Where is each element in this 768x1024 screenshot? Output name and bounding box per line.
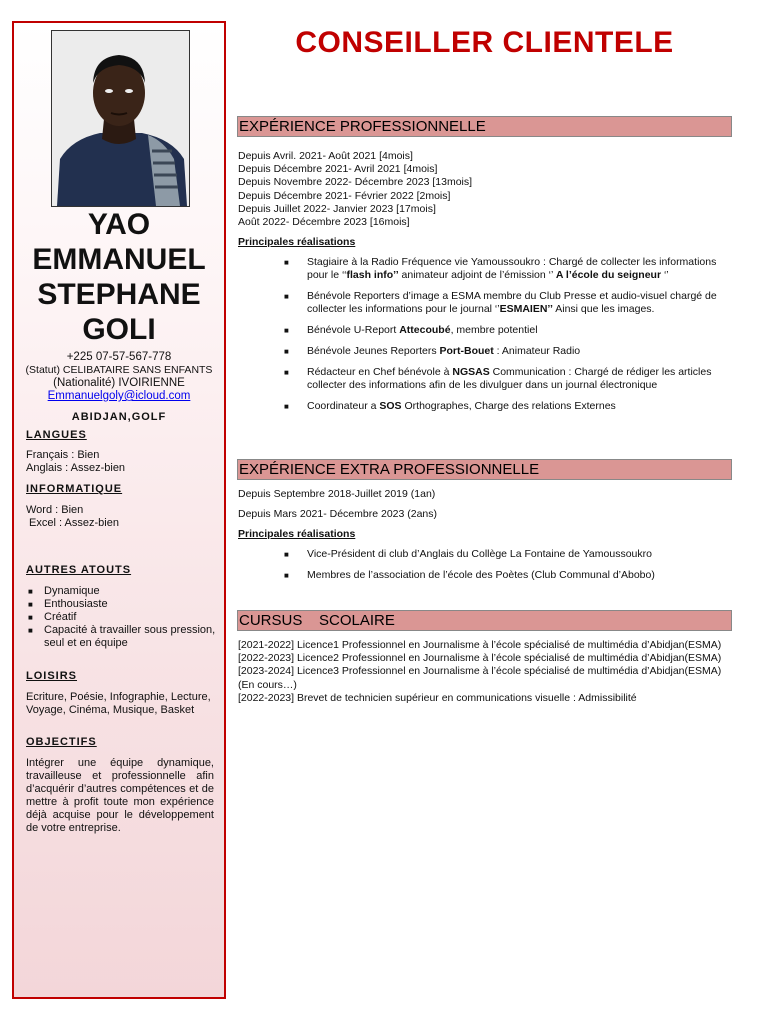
candidate-name (14, 207, 224, 347)
language-item: Anglais : Assez-bien (26, 462, 126, 474)
square-bullet-icon: ■ (284, 550, 289, 559)
cursus-line: [2022-2023] Brevet de technicien supérieur en communications visuelle : Admissibilité (238, 691, 637, 704)
square-bullet-icon: ■ (284, 571, 289, 580)
nationality: (Nationalité) IVOIRIENNE (53, 377, 185, 389)
atout-item: ■ Dynamique (28, 585, 100, 597)
realisations-heading: Principales réalisations (238, 236, 356, 248)
square-bullet-icon: ■ (28, 626, 33, 635)
square-bullet-icon: ■ (284, 258, 289, 267)
extra-period: Depuis Mars 2021- Décembre 2023 (2ans) (238, 508, 438, 520)
extra-period: Depuis Septembre 2018-Juillet 2019 (1an) (238, 488, 436, 500)
cursus-section-header: CURSUS SCOLAIRE (237, 610, 732, 631)
loisirs-heading: LOISIRS (26, 670, 78, 682)
language-item: Français : Bien (26, 449, 100, 461)
square-bullet-icon: ■ (284, 402, 289, 411)
period-line: Depuis Juillet 2022- Janvier 2023 [17mois] (238, 202, 436, 215)
atout-item: ■ Créatif (28, 611, 77, 623)
realisation-item: ■ Bénévole U-Report Attecoubé, membre potentiel (284, 324, 538, 336)
extra-section-header: EXPÉRIENCE EXTRA PROFESSIONNELLE (237, 459, 732, 480)
realisation-item: ■ Rédacteur en Chef bénévole à NGSAS Communication : Chargé de rédiger les articles collecter des informations afin de les divulguer dans un journal électronique (284, 366, 712, 391)
atout-item: ■ Capacité à travailler sous pression, seul et en équipe (28, 624, 216, 649)
cursus-line: (En cours…) (238, 678, 297, 691)
software-item: Word : Bien (26, 504, 84, 516)
objectifs-text: Intégrer une équipe dynamique, travailleuse et professionnelle afin d’acquérir d’autres compétences et de mettre à profit toute mon expérience déjà acquise pour le développement de votre entreprise. (26, 757, 214, 834)
square-bullet-icon: ■ (284, 326, 289, 335)
cursus-list (238, 639, 721, 705)
informatique-heading: INFORMATIQUE (26, 483, 123, 495)
name-line: STEPHANE (37, 278, 201, 311)
experience-realisations (284, 256, 724, 421)
informatique-list (26, 504, 214, 530)
experience-periods (238, 150, 472, 229)
atouts-list (26, 585, 216, 650)
period-line: Août 2022- Décembre 2023 [16mois] (238, 216, 410, 229)
realisation-item: ■ Stagiaire à la Radio Fréquence vie Yamoussoukro : Chargé de collecter les informations pour le ‘‘flash info’’ animateur adjoint de l’émission ‘’ A l’école du seigneur ‘’ (284, 256, 717, 281)
cursus-line: [2021-2022] Licence1 Professionnel en Journalisme à l’école spécialisé de multimédia d’Abidjan(ESMA) (238, 639, 722, 651)
extra-item: ■ Vice-Président di club d’Anglais du Collège La Fontaine de Yamoussoukro (284, 548, 652, 560)
name-line: GOLI (82, 313, 156, 346)
square-bullet-icon: ■ (284, 368, 289, 377)
cursus-line: [2022-2023] Licence2 Professionnel en Journalisme à l’école spécialisé de multimédia d’Abidjan(ESMA) (238, 652, 722, 665)
phone-number: +225 07-57-567-778 (66, 351, 172, 363)
atouts-heading: AUTRES ATOUTS (26, 564, 132, 576)
realisation-item: ■ Bénévole Jeunes Reporters Port-Bouet : Animateur Radio (284, 345, 581, 357)
page-title: CONSEILLER CLIENTELE (295, 26, 674, 59)
square-bullet-icon: ■ (28, 613, 33, 622)
atout-item: ■ Enthousiaste (28, 598, 108, 610)
software-item: Excel : Assez-bien (26, 517, 119, 529)
langues-list (26, 449, 214, 475)
realisation-item: ■ Coordinateur a SOS Orthographes, Charge des relations Externes (284, 400, 616, 412)
square-bullet-icon: ■ (284, 347, 289, 356)
square-bullet-icon: ■ (28, 587, 33, 596)
period-line: Depuis Décembre 2021- Avril 2021 [4mois] (238, 163, 438, 176)
square-bullet-icon: ■ (28, 600, 33, 609)
objectifs-heading: OBJECTIFS (26, 736, 97, 748)
langues-heading: LANGUES (26, 429, 87, 441)
sidebar (12, 21, 226, 999)
extra-realisations (284, 548, 724, 590)
period-line: Depuis Décembre 2021- Février 2022 [2mois] (238, 189, 451, 202)
experience-section-header: EXPÉRIENCE PROFESSIONNELLE (237, 116, 732, 137)
contact-block (14, 351, 224, 403)
extra-realisations-heading: Principales réalisations (238, 528, 356, 540)
realisation-item: ■ Bénévole Reporters d’image a ESMA membre du Club Presse et audio-visuel chargé de collecter les informations pour le journal ‘’ESMAIEN’’ Ainsi que les images. (284, 290, 717, 315)
loisirs-text: Ecriture, Poésie, Infographie, Lecture, Voyage, Cinéma, Musique, Basket (26, 691, 211, 716)
email-link[interactable]: Emmanuelgoly@icloud.com (47, 390, 191, 402)
profile-photo (51, 30, 190, 207)
extra-item: ■ Membres de l’association de l’école des Poètes (Club Communal d’Abobo) (284, 569, 655, 581)
name-line: EMMANUEL (32, 243, 206, 276)
city: ABIDJAN,GOLF (71, 411, 167, 423)
name-line: YAO (87, 208, 151, 241)
period-line: Depuis Novembre 2022- Décembre 2023 [13mois] (238, 176, 473, 189)
period-line: Depuis Avril. 2021- Août 2021 [4mois] (238, 150, 413, 162)
cursus-line: [2023-2024] Licence3 Professionnel en Journalisme à l’école spécialisé de multimédia d’Abidjan(ESMA) (238, 665, 722, 678)
square-bullet-icon: ■ (284, 292, 289, 301)
marital-status: (Statut) CELIBATAIRE SANS ENFANTS (25, 364, 213, 376)
